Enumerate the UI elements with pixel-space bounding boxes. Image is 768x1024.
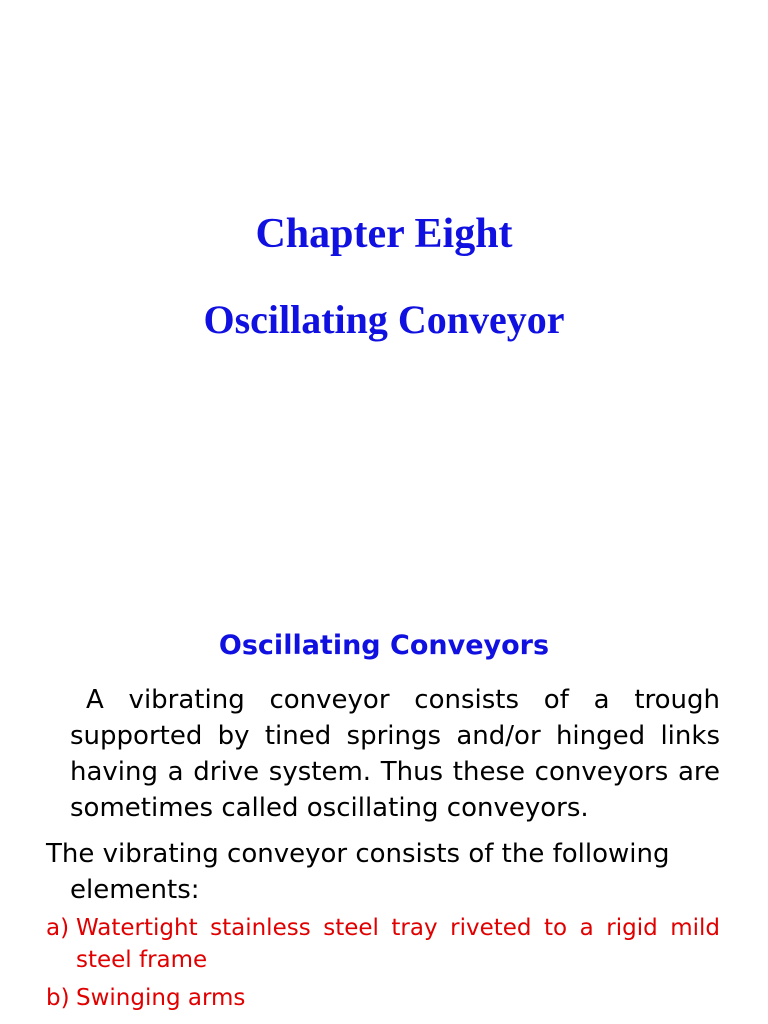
elements-intro-line2: elements: [70, 875, 200, 905]
list-marker: b) [46, 985, 70, 1011]
list-item [46, 912, 720, 976]
chapter-subtitle: Oscillating Conveyor [203, 297, 565, 342]
list-item-text: Swinging arms [76, 985, 246, 1011]
section-heading: Oscillating Conveyors [218, 630, 550, 661]
intro-paragraph: A vibrating conveyor consists of a trough supported by tined springs and/or hinged links having a drive system. Thus these conveyors are sometimes called oscillating conveyors. [70, 685, 720, 823]
list-item-text: Watertight stainless steel tray riveted to a rigid mild steel frame [76, 915, 720, 973]
chapter-title: Chapter Eight [255, 211, 513, 257]
list-item [46, 982, 720, 1014]
elements-intro-line1: The vibrating conveyor consists of the following [46, 839, 670, 869]
list-marker: a) [46, 915, 70, 941]
elements-intro-paragraph [46, 836, 720, 908]
